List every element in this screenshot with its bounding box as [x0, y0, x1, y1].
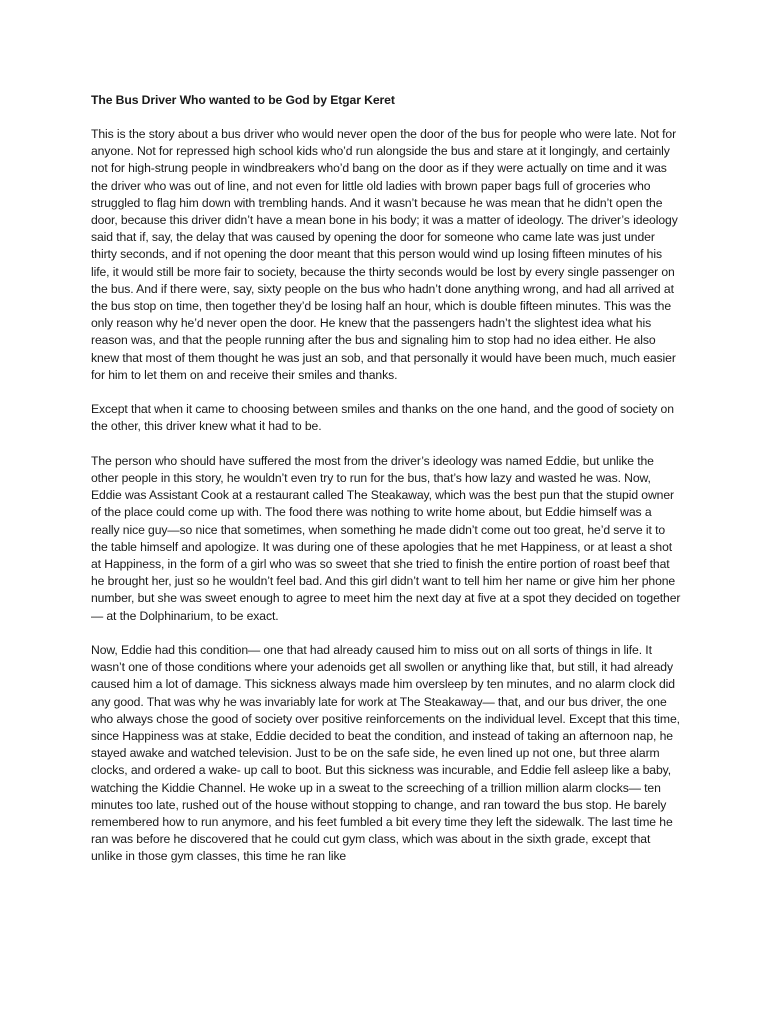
paragraph-4: Now, Eddie had this condition— one that had already caused him to miss out on all sorts of things in life. It wasn’t one of those conditions where your adenoids get all swollen or anything like that, but still, it had already caused him a lot of damage. This sickness always made him oversleep by ten minutes, and no alarm clock did any good. That was why he was invariably late for work at The Steakaway— that, and our bus driver, the one who always chose the good of society over positive reinforcements on the individual level. Except that this time, since Happiness was at stake, Eddie decided to beat the condition, and instead of taking an afternoon nap, he stayed awake and watched television. Just to be on the safe side, he even lined up not one, but three alarm clocks, and ordered a wake- up call to boot. But this sickness was incurable, and Eddie fell asleep like a baby, watching the Kiddie Channel. He woke up in a sweat to the screeching of a trillion million alarm clocks— ten minutes too late, rushed out of the house without stopping to change, and ran toward the bus stop. He barely remembered how to run anymore, and his feet fumbled a bit every time they left the sidewalk. The last time he ran was before he discovered that he could cut gym class, which was about in the sixth grade, except that unlike in those gym classes, this time he ran like [91, 643, 680, 864]
paragraph-3: The person who should have suffered the most from the driver’s ideology was named Eddie, but unlike the other people in this story, he wouldn’t even try to run for the bus, that’s how lazy and wasted he was. Now, Eddie was Assistant Cook at a restaurant called The Steakaway, which was the best pun that the stupid owner of the place could come up with. The food there was nothing to write home about, but Eddie himself was a really nice guy—so nice that sometimes, when something he made didn’t come out too great, he’d serve it to the table himself and apologize. It was during one of these apologies that he met Happiness, or at least a shot at Happiness, in the form of a girl who was so sweet that she tried to finish the entire portion of roast beef that he brought her, just so he wouldn’t feel bad. And this girl didn’t want to tell him her name or give him her phone number, but she was sweet enough to agree to meet him the next day at five at a spot they decided on together— at the Dolphinarium, to be exact. [91, 453, 681, 623]
document-title: The Bus Driver Who wanted to be God by Etgar Keret [91, 93, 395, 107]
document-body [91, 92, 683, 883]
paragraph-2: Except that when it came to choosing between smiles and thanks on the one hand, and the good of society on the other, this driver knew what it had to be. [91, 402, 674, 434]
paragraph-1: This is the story about a bus driver who would never open the door of the bus for people who were late. Not for anyone. Not for repressed high school kids who’d run alongside the bus and stare at it longingly, and certainly not for high-strung people in windbreakers who’d bang on the door as if they were actually on time and it was the driver who was out of line, and not even for little old ladies with brown paper bags full of groceries who struggled to flag him down with trembling hands. And it wasn’t because he was mean that he didn’t open the door, because this driver didn’t have a mean bone in his body; it was a matter of ideology. The driver’s ideology said that if, say, the delay that was caused by opening the door for someone who came late was just under thirty seconds, and if not opening the door meant that this person would wind up losing fifteen minutes of his life, it would still be more fair to society, because the thirty seconds would be lost by every single passenger on the bus. And if there were, say, sixty people on the bus who hadn’t done anything wrong, and had all arrived at the bus stop on time, then together they’d be losing half an hour, which is double fifteen minutes. This was the only reason why he’d never open the door. He knew that the passengers hadn’t the slightest idea what his reason was, and that the people running after the bus and signaling him to stop had no idea either. He also knew that most of them thought he was just an sob, and that personally it would have been much, much easier for him to let them on and receive their smiles and thanks. [91, 127, 678, 382]
